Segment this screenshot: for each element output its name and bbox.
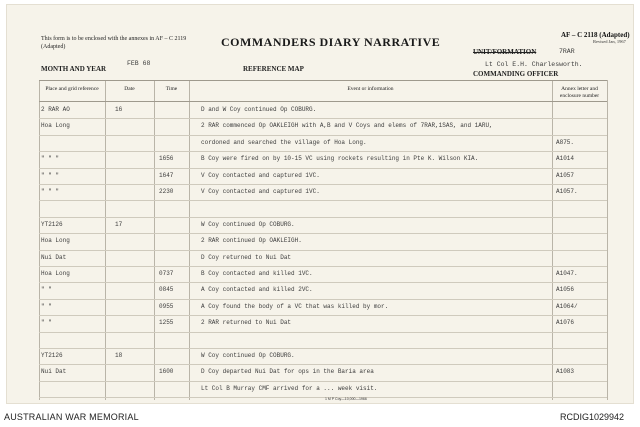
enclose-note: This form is to be enclosed with the annexes in AF – C 2119 (Adapted) [41,36,187,50]
diary-sheet [6,4,634,404]
cell-time: 0845 [159,286,174,294]
row-rule [39,315,607,316]
cell-time: 0955 [159,302,174,310]
row-rule [39,381,607,382]
cell-event: A Coy contacted and killed 2VC. [201,286,313,294]
cell-event: A Coy found the body of a VC that was killed by mor. [201,302,389,310]
column-divider [552,80,553,400]
cell-place: " " " [41,171,60,179]
row-rule [39,200,607,201]
cell-place: Hoa Long [41,122,70,130]
cell-event: W Coy continued Op COBURG. [201,220,295,228]
unit-label-text: UNIT/FORMATION [473,48,537,56]
cell-time: 1600 [159,368,174,376]
cell-event: B Coy contacted and killed 1VC. [201,270,313,277]
column-divider [39,80,40,400]
column-header-place: Place and grid reference [45,86,99,92]
commanding-officer-value: Lt Col E.H. Charlesworth. [485,61,583,68]
cell-annex: A1076 [556,319,575,327]
cell-place: YT2126 [41,352,63,359]
column-header-date: Date [124,86,135,92]
cell-annex: A1047. [556,270,578,277]
column-header-annex: Annex letter and enclosure number [559,86,600,99]
column-header-event: Event or information [347,86,394,92]
cell-date: 17 [115,220,123,228]
cell-place: Hoa Long [41,237,70,245]
cell-event: cordoned and searched the village of Hoa Long. [201,138,367,146]
column-header-time: Time [165,86,178,92]
cell-place: Hoa Long [41,270,70,277]
cell-date: 18 [115,352,123,359]
cell-annex: A1064/ [556,302,578,310]
row-rule [39,168,607,169]
row-rule [39,397,607,398]
cell-date: 16 [115,106,123,113]
column-divider [189,80,190,400]
cell-place: " " " [41,155,60,163]
row-rule [39,233,607,234]
cell-place: Nui Dat [41,253,67,261]
row-rule [39,364,607,365]
month-year-value: FEB 68 [127,60,151,67]
row-rule [39,118,607,119]
printer-mark: 1 M P Coy—10,000—1966 [325,397,367,401]
cell-event: V Coy contacted and captured 1VC. [201,188,320,195]
row-rule [39,332,607,333]
cell-event: W Coy continued Op COBURG. [201,352,295,359]
row-rule [39,250,607,251]
row-rule [39,217,607,218]
row-rule [39,348,607,349]
reference-map-label: REFERENCE MAP [243,65,304,73]
row-rule [39,299,607,300]
cell-place: " " [41,286,52,294]
cell-time: 0737 [159,270,174,277]
column-divider [607,80,608,400]
cell-place: " " [41,319,52,327]
cell-event: B Coy were fired on by 10-15 VC using rockets resulting in Pte K. Wilson KIA. [201,155,479,163]
month-year-label: MONTH AND YEAR [41,65,107,73]
page-title: COMMANDERS DIARY NARRATIVE [221,35,441,49]
row-rule [39,151,607,152]
cell-place: " " " [41,188,60,195]
cell-annex: A875. [556,138,575,146]
cell-place: Nui Dat [41,368,67,376]
unit-value: 7RAR [559,48,575,55]
row-rule [39,266,607,267]
cell-annex: A1083 [556,368,575,376]
cell-time: 2230 [159,188,174,195]
cell-event: D and W Coy continued Op COBURG. [201,106,317,113]
header-rule [39,101,607,102]
cell-annex: A1014 [556,155,575,163]
cell-annex: A1057. [556,188,578,195]
row-rule [39,282,607,283]
cell-event: D Coy returned to Nui Dat [201,253,292,261]
cell-time: 1656 [159,155,174,163]
footer-id: RCDIG1029942 [560,412,625,422]
cell-event: Lt Col B Murray CMF arrived for a ... week visit. [201,384,378,392]
cell-event: V Coy contacted and captured 1VC. [201,171,320,179]
cell-event: 2 RAR returned to Nui Dat [201,319,292,327]
commanding-officer-label: COMMANDING OFFICER [473,70,559,78]
cell-event: 2 RAR continued Op OAKLEIGH. [201,237,302,245]
cell-place: YT2126 [41,220,63,228]
header-rule [39,80,607,81]
form-code: AF – C 2118 (Adapted) [561,31,630,39]
cell-annex: A1056 [556,286,575,294]
cell-event: 2 RAR commenced Op OAKLEIGH with A,B and V Coys and elems of 7RAR,1SAS, and 1ARU, [201,122,493,130]
cell-event: D Coy departed Nui Dat for ops in the Baria area [201,368,374,376]
footer-institution: AUSTRALIAN WAR MEMORIAL [4,412,139,422]
cell-time: 1255 [159,319,174,327]
column-divider [105,80,106,400]
row-rule [39,184,607,185]
cell-time: 1647 [159,171,174,179]
column-divider [154,80,155,400]
row-rule [39,135,607,136]
cell-place: 2 RAR AO [41,106,70,113]
unit-label [473,48,536,56]
cell-place: " " [41,302,52,310]
revised-date: Revised Jan, 1967 [593,39,626,44]
cell-annex: A1057 [556,171,575,179]
